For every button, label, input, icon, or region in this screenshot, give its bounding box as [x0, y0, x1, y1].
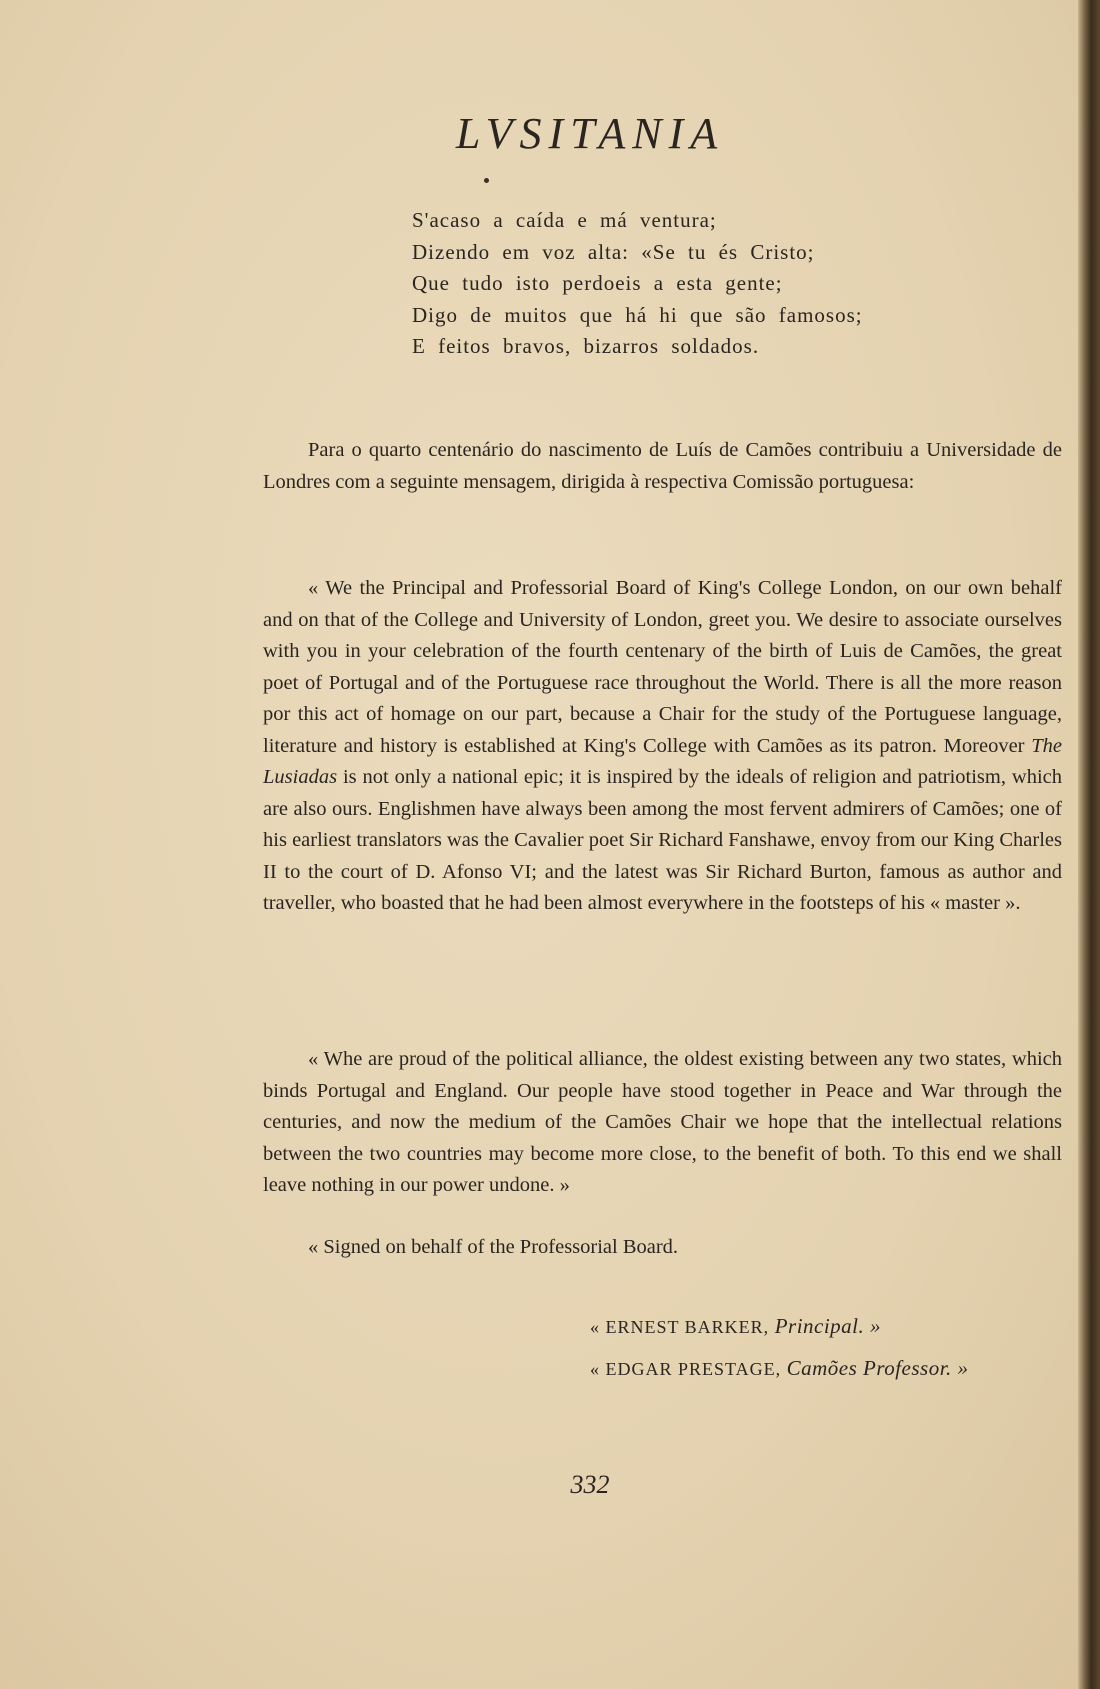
verse-line: Digo de muitos que há hi que são famosos;	[412, 302, 863, 327]
page-edge	[1078, 0, 1100, 1689]
signed-line: « Signed on behalf of the Professorial Board.	[308, 1236, 679, 1258]
intro-paragraph: Para o quarto centenário do nascimento de Luís de Camões contribuiu a Universidade de Londres com a seguinte mensagem, dirigida à respectiva Comissão portuguesa:	[263, 439, 1062, 493]
work-title: The Lusiadas	[263, 734, 1062, 788]
letter-text: « We the Principal and Professorial Board of King's College London, on our own behalf and on that of the College and University of London, greet you. We desire to associate ourselves with you in your celebration of the fourth centenary of the birth of Luis de Camões, the great poet of Portugal and of the Portuguese race throughout the World. There is all the more reason por this act of homage on our part, because a Chair for the study of the Portuguese language, literature and history is established at King's College with Camões as its patron. Moreover	[263, 577, 1062, 757]
verse-line: E feitos bravos, bizarros soldados.	[412, 334, 760, 358]
letter-paragraph-2: « Whe are proud of the political alliance, the oldest existing between any two states, which binds Portugal and England. Our people have stood together in Peace and War through the centuries, and now the medium of the Camões Chair we hope that the intellectual relations between the two countries may become more close, to the benefit of both. To this end we shall leave nothing in our power undone. »	[263, 1048, 1062, 1196]
letter-text: is not only a national epic; it is inspired by the ideals of religion and patriotism, which are also ours. Englishmen have always been among the most fervent admirers of Camões; one of his earliest translators was the Cavalier poet Sir Richard Fanshawe, envoy from our King Charles II to the court of D. Afonso VI; and the latest was Sir Richard Burton, famous as author and traveller, who boasted that he had been almost everywhere in the footsteps of his « master ».	[263, 766, 1062, 914]
ornament-dot	[484, 178, 489, 183]
signature-barker	[590, 1314, 881, 1339]
signature-role: Principal. »	[774, 1314, 882, 1338]
signature-name: « ERNEST BARKER,	[590, 1317, 770, 1337]
signature-name: « EDGAR PRESTAGE,	[590, 1359, 782, 1379]
verse-line: Que tudo isto perdoeis a esta gente;	[412, 271, 783, 295]
letter-paragraph-1	[263, 573, 1062, 920]
signature-role: Camões Professor. »	[786, 1356, 969, 1380]
verse-block	[412, 205, 863, 363]
verse-line: S'acaso a caída e má ventura;	[412, 208, 717, 232]
signature-prestage	[590, 1356, 969, 1381]
page-number: 332	[570, 1470, 610, 1499]
verse-line: Dizendo em voz alta: «Se tu és Cristo;	[412, 239, 815, 264]
running-head: LVSITANIA	[455, 109, 725, 158]
